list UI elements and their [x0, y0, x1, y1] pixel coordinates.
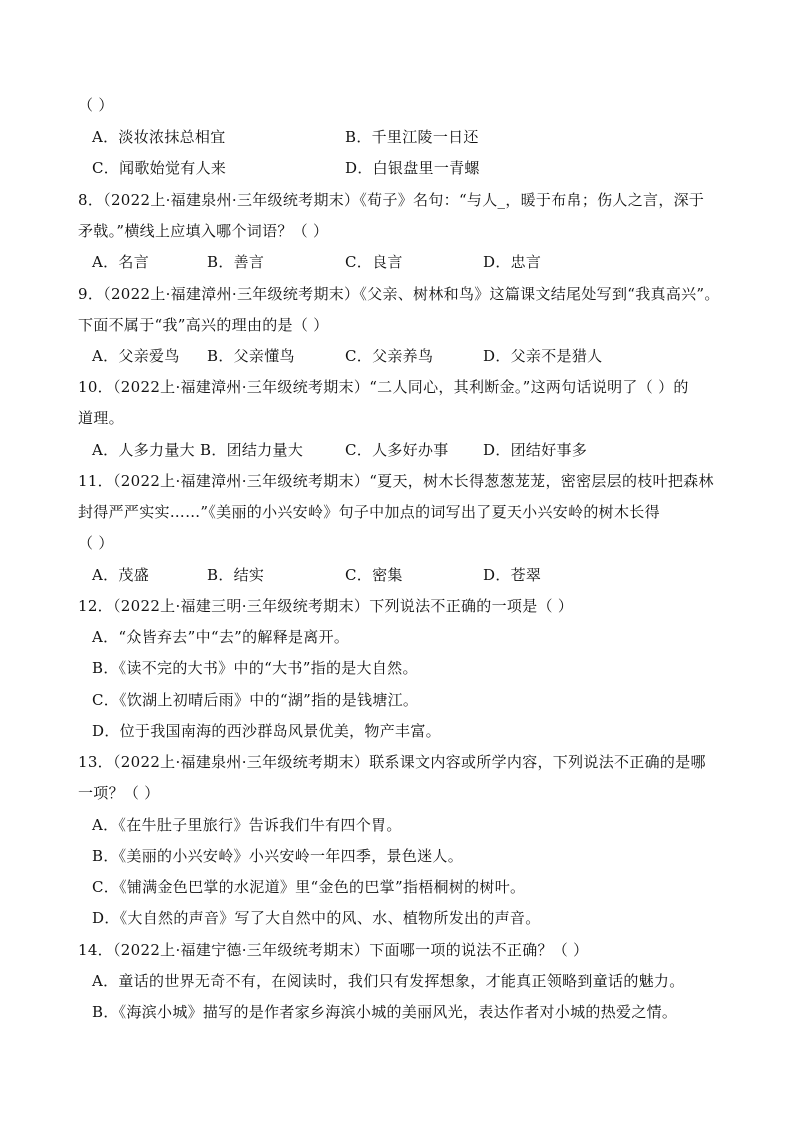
q7-bracket: （ ） [78, 96, 114, 114]
q14-stem-line1: 14．（2022上·福建宁德·三年级统考期末）下面哪一项的说法不正确？（ ） [78, 941, 589, 959]
q14-option-a: A．童话的世界无奇不有，在阅读时，我们只有发挥想象，才能真正领略到童话的魅力。 [92, 972, 685, 990]
q9-option-b: B．父亲懂鸟 [207, 347, 295, 365]
q12-option-c: C．《饮湖上初晴后雨》中的“湖”指的是钱塘江。 [92, 691, 419, 709]
q12-stem-line1: 12．（2022上·福建三明·三年级统考期末）下列说法不正确的一项是（ ） [78, 597, 574, 615]
q9-stem-line2: 下面不属于“我”高兴的理由的是（ ） [78, 316, 329, 334]
q10-option-c: C．人多好办事 [345, 441, 449, 459]
q7-option-c: C．闻歌始觉有人来 [92, 159, 227, 177]
q11-stem-line1: 11．（2022上·福建漳州·三年级统考期末）“夏天，树木长得葱葱茏茏，密密层层的枝叶把森林 [78, 472, 714, 490]
q9-option-d: D．父亲不是猎人 [483, 347, 603, 365]
q13-option-a: A．《在牛肚子里旅行》告诉我们牛有四个胃。 [92, 816, 402, 834]
q8-option-a: A．名言 [92, 253, 150, 271]
q13-option-b: B．《美丽的小兴安岭》小兴安岭一年四季，景色迷人。 [92, 847, 464, 865]
q11-option-d: D．苍翠 [483, 566, 542, 584]
q13-stem-line1: 13．（2022上·福建泉州·三年级统考期末）联系课文内容或所学内容，下列说法不正确的是哪 [78, 753, 706, 771]
q13-option-c: C．《铺满金色巴掌的水泥道》里“金色的巴掌”指梧桐树的树叶。 [92, 878, 526, 896]
q7-option-d: D．白银盘里一青螺 [345, 159, 480, 177]
q11-option-c: C．密集 [345, 566, 403, 584]
q9-option-a: A．父亲爱鸟 [92, 347, 180, 365]
q9-stem-line1: 9．（2022上·福建漳州·三年级统考期末）《父亲、树林和鸟》这篇课文结尾处写到“我真高兴”。 [78, 285, 720, 303]
q13-option-d: D．《大自然的声音》写了大自然中的风、水、植物所发出的声音。 [92, 909, 541, 927]
q11-option-a: A．茂盛 [92, 566, 150, 584]
q9-option-c: C．父亲养鸟 [345, 347, 434, 365]
q8-option-c: C．良言 [345, 253, 403, 271]
q12-option-b: B．《读不完的大书》中的“大书”指的是大自然。 [92, 659, 418, 677]
q10-stem-line2: 道理。 [78, 409, 124, 427]
q14-option-b: B．《海滨小城》描写的是作者家乡海滨小城的美丽风光，表达作者对小城的热爱之情。 [92, 1003, 678, 1021]
q10-option-d: D．团结好事多 [483, 441, 588, 459]
q11-option-b: B．结实 [207, 566, 265, 584]
q11-stem-line3: （ ） [78, 534, 114, 552]
q7-option-a: A．淡妆浓抹总相宜 [92, 128, 226, 146]
q8-stem-line1: 8．（2022上·福建泉州·三年级统考期末）《荀子》名句：“与人_，暖于布帛；伤人之言，深于 [78, 191, 705, 209]
q7-option-b: B．千里江陵一日还 [345, 128, 479, 146]
q11-stem-line2: 封得严严实实……”《美丽的小兴安岭》句子中加点的词写出了夏天小兴安岭的树木长得 [78, 503, 660, 521]
q8-stem-line2: 矛戟。”横线上应填入哪个词语？（ ） [78, 222, 329, 240]
q12-option-a: A．“众皆弃去”中“去”的解释是离开。 [92, 628, 350, 646]
q10-stem-line1: 10．（2022上·福建漳州·三年级统考期末）“二人同心，其利断金。”这两句话说明了（ ）的 [78, 378, 689, 396]
q8-option-b: B．善言 [207, 253, 265, 271]
q8-option-d: D．忠言 [483, 253, 542, 271]
q10-option-ab: A．人多力量大 B．团结力量大 [92, 441, 304, 459]
q12-option-d: D．位于我国南海的西沙群岛风景优美，物产丰富。 [92, 722, 441, 740]
q13-stem-line2: 一项？（ ） [78, 784, 160, 802]
